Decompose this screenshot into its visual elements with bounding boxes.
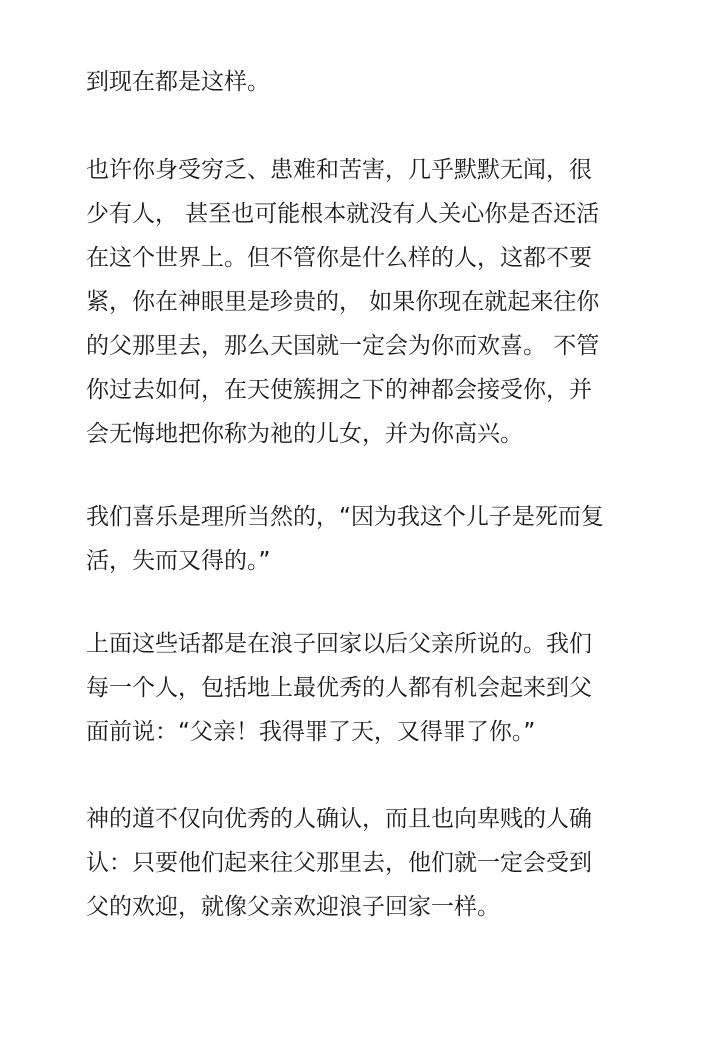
text-line: 面前说：“父亲！我得罪了天，又得罪了你。” (86, 719, 536, 745)
text-line: 上面这些话都是在浪子回家以后父亲所说的。我们 (86, 631, 592, 657)
text-line: 神的道不仅向优秀的人确认，而且也向卑贱的人确 (86, 806, 592, 832)
paragraph-2 (86, 148, 646, 456)
paragraph-3 (86, 495, 646, 583)
text-line: 少有人， 甚至也可能根本就没有人关心你是否还活 (86, 201, 600, 227)
paragraph-1 (86, 60, 646, 104)
text-line: 父的欢迎，就像父亲欢迎浪子回家一样。 (86, 894, 500, 920)
text-line: 每一个人，包括地上最优秀的人都有机会起来到父 (86, 675, 592, 701)
text-line: 紧，你在神眼里是珍贵的， 如果你现在就起来往你 (86, 289, 600, 315)
text-line: 认：只要他们起来往父那里去，他们就一定会受到 (86, 850, 592, 876)
paragraph-5 (86, 797, 646, 929)
text-line: 我们喜乐是理所当然的，“因为我这个儿子是死而复 (86, 504, 604, 530)
text-line: 也许你身受穷乏、患难和苦害，几乎默默无闻，很 (86, 157, 592, 183)
paragraph-4 (86, 622, 646, 754)
text-line: 的父那里去，那么天国就一定会为你而欢喜。 不管 (86, 333, 600, 359)
text-line: 在这个世界上。但不管你是什么样的人，这都不要 (86, 245, 592, 271)
text-line: 活，失而又得的。” (86, 548, 271, 574)
text-line: 到现在都是这样。 (86, 69, 270, 95)
text-line: 你过去如何，在天使簇拥之下的神都会接受你，并 (86, 377, 592, 403)
text-line: 会无悔地把你称为祂的儿女，并为你高兴。 (86, 421, 523, 447)
